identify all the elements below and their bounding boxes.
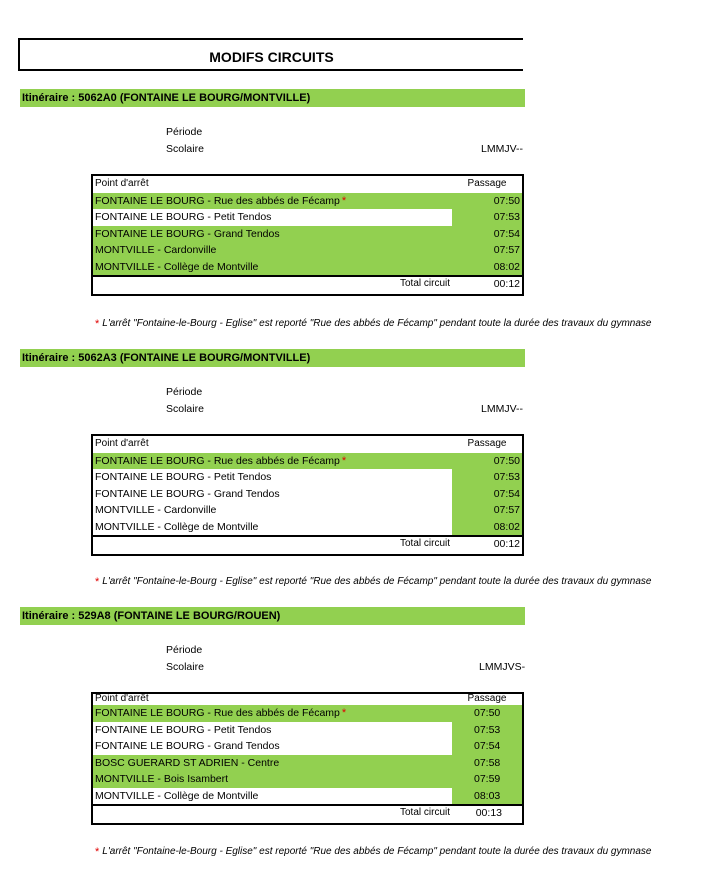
total-value: 00:12 [493, 278, 520, 290]
stop-time: 08:02 [493, 260, 520, 273]
stop-name: MONTVILLE - Collège de Montville [93, 259, 522, 276]
table-row [93, 502, 522, 519]
total-value: 00:12 [493, 538, 520, 550]
stop-time: 07:50 [493, 194, 520, 207]
stop-time: 07:53 [452, 722, 522, 739]
stop-time: 07:53 [452, 209, 522, 226]
days-value: LMMJVS- [479, 661, 526, 673]
asterisk-marker: * [95, 576, 100, 588]
periode-label: Période [166, 386, 203, 398]
table-row [93, 242, 522, 259]
stop-name: FONTAINE LE BOURG - Rue des abbés de Fécamp [95, 194, 340, 207]
stop-time: 07:57 [452, 502, 522, 519]
stop-name: BOSC GUERARD ST ADRIEN - Centre [93, 755, 522, 772]
table-header [93, 176, 522, 193]
table-row [93, 722, 522, 739]
stop-time: 07:54 [452, 486, 522, 503]
stop-name: FONTAINE LE BOURG - Petit Tendos [93, 209, 454, 226]
footnote [95, 846, 651, 858]
stop-name: FONTAINE LE BOURG - Grand Tendos [93, 226, 522, 243]
itinerary-name: Itinéraire : 5062A3 (FONTAINE LE BOURG/MONTVILLE) [22, 352, 311, 364]
table-row [93, 788, 522, 805]
total-label: Total circuit [399, 538, 450, 549]
table-row [93, 453, 522, 470]
footnote-text: L'arrêt "Fontaine-le-Bourg - Eglise" est reporté "Rue des abbés de Fécamp" pendant toute la durée des travaux du gymnase [102, 318, 652, 329]
stop-time: 08:02 [452, 519, 522, 536]
periode-label: Période [166, 644, 203, 656]
table-row [93, 738, 522, 755]
asterisk-marker: * [341, 454, 347, 467]
stop-name: MONTVILLE - Bois Isambert [93, 771, 522, 788]
periode-label: Période [166, 126, 203, 138]
stop-name: FONTAINE LE BOURG - Grand Tendos [95, 487, 280, 500]
total-label: Total circuit [399, 807, 450, 818]
table-row [93, 486, 522, 503]
footnote-text: L'arrêt "Fontaine-le-Bourg - Eglise" est reporté "Rue des abbés de Fécamp" pendant toute la durée des travaux du gymnase [102, 576, 652, 587]
stop-name: MONTVILLE - Cardonville [93, 242, 522, 259]
scolaire-label: Scolaire [166, 661, 204, 673]
schedule-table [91, 174, 524, 296]
itinerary-header [20, 349, 525, 367]
total-row [93, 275, 522, 294]
table-row [93, 771, 522, 788]
total-value: 00:13 [475, 807, 502, 819]
schedule-table [91, 692, 524, 825]
stop-name: MONTVILLE - Collège de Montville [95, 789, 259, 802]
header-passage: Passage [467, 693, 507, 704]
table-header [93, 694, 522, 705]
table-row [93, 469, 522, 486]
stop-time: 07:57 [493, 244, 520, 256]
stop-name: MONTVILLE - Cardonville [95, 504, 217, 516]
table-row [93, 226, 522, 243]
total-row [93, 535, 522, 554]
asterisk-marker: * [341, 194, 347, 207]
stop-time: 07:50 [474, 707, 501, 719]
itinerary-header [20, 607, 525, 625]
stop-time: 07:50 [493, 454, 520, 467]
stop-time: 07:54 [452, 738, 522, 755]
asterisk-marker: * [95, 318, 100, 330]
asterisk-marker: * [95, 846, 100, 858]
itinerary-name: Itinéraire : 5062A0 (FONTAINE LE BOURG/MONTVILLE) [22, 92, 311, 104]
stop-name: MONTVILLE - Collège de Montville [95, 520, 259, 533]
stop-time: 08:03 [452, 788, 522, 805]
asterisk-marker: * [341, 707, 347, 719]
footnote-text: L'arrêt "Fontaine-le-Bourg - Eglise" est reporté "Rue des abbés de Fécamp" pendant toute la durée des travaux du gymnase [102, 846, 652, 857]
table-row [93, 209, 522, 226]
table-row [93, 755, 522, 772]
days-value: LMMJV-- [481, 143, 523, 155]
title-box [18, 38, 523, 71]
table-header [93, 436, 522, 453]
stop-time: 07:59 [474, 773, 501, 785]
stop-name: FONTAINE LE BOURG - Rue des abbés de Fécamp [95, 454, 340, 467]
stop-name: FONTAINE LE BOURG - Grand Tendos [95, 740, 280, 752]
stop-name: FONTAINE LE BOURG - Rue des abbés de Fécamp [95, 707, 340, 719]
footnote [95, 576, 651, 588]
header-passage: Passage [467, 178, 507, 189]
header-point-arret: Point d'arrêt [95, 178, 149, 189]
stop-time: 07:58 [474, 756, 501, 769]
header-passage: Passage [467, 438, 507, 449]
table-row [93, 259, 522, 276]
stop-name: FONTAINE LE BOURG - Petit Tendos [95, 723, 272, 736]
table-row [93, 193, 522, 210]
stop-time: 07:54 [493, 227, 520, 240]
header-point-arret: Point d'arrêt [95, 693, 149, 704]
footnote [95, 318, 651, 330]
table-row [93, 705, 522, 722]
schedule-table [91, 434, 524, 556]
stop-time: 07:53 [452, 469, 522, 486]
days-value: LMMJV-- [481, 403, 523, 415]
itinerary-name: Itinéraire : 529A8 (FONTAINE LE BOURG/ROUEN) [22, 610, 281, 622]
page-title: MODIFS CIRCUITS [209, 49, 334, 65]
total-row [93, 804, 522, 823]
scolaire-label: Scolaire [166, 403, 204, 415]
table-row [93, 519, 522, 536]
header-point-arret: Point d'arrêt [95, 438, 149, 449]
total-label: Total circuit [399, 278, 450, 289]
stop-name: FONTAINE LE BOURG - Petit Tendos [95, 471, 272, 483]
itinerary-header [20, 89, 525, 107]
scolaire-label: Scolaire [166, 143, 204, 155]
